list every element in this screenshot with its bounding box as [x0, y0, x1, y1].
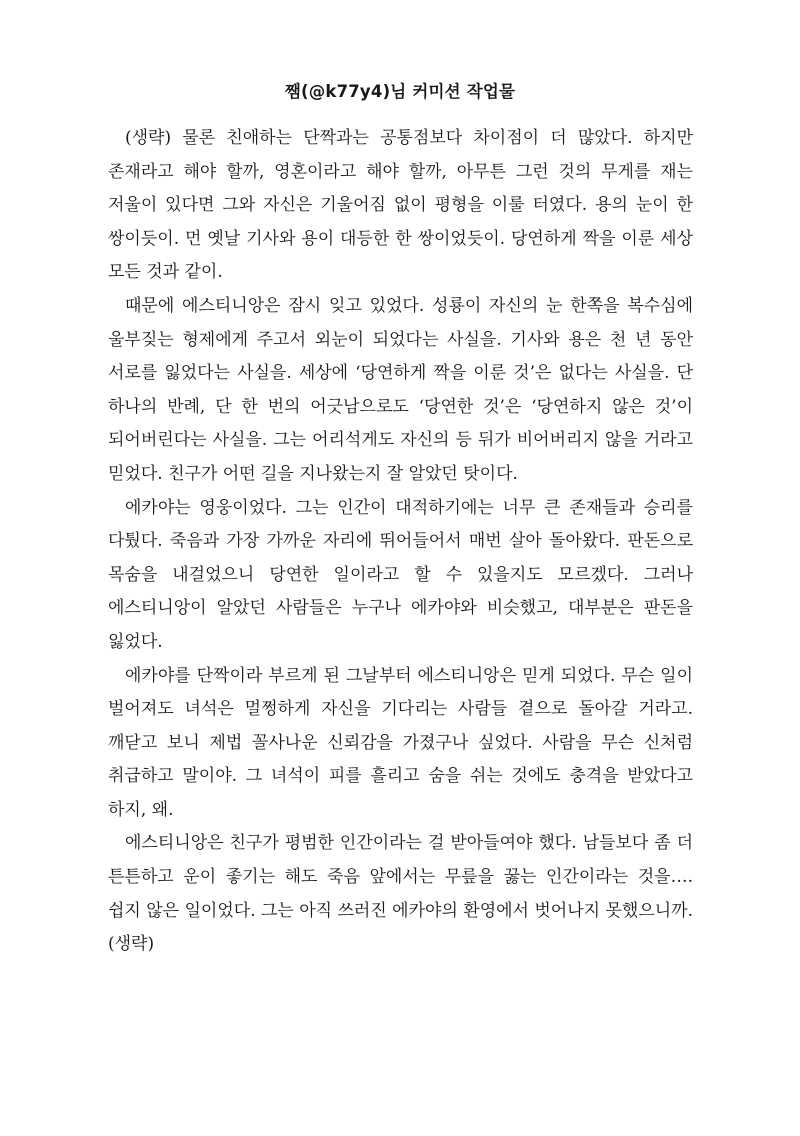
document-title: 쨈(@k77y4)님 커미션 작업물 [284, 82, 516, 101]
paragraph: 에카야를 단짝이라 부르게 된 그날부터 에스티니앙은 믿게 되었다. 무슨 일이 벌어져도 녀석은 멀쩡하게 자신을 기다리는 사람들 곁으로 돌아갈 거라고. 깨닫고 보니 제법 꼴사나운 신뢰감을 가졌구나 싶었다. 사람을 무슨 신처럼 취급하고 말이야. 그 녀석이 피를 흘리고 숨을 쉬는 것에도 충격을 받았다고 하지, 왜. [108, 665, 693, 820]
paragraph: (생략) 물론 친애하는 단짝과는 공통점보다 차이점이 더 많았다. 하지만 존재라고 해야 할까, 영혼이라고 해야 할까, 아무튼 그런 것의 무게를 재는 저울이 있다면 그와 자신은 기울어짐 없이 평형을 이룰 터였다. 용의 눈이 한 쌍이듯이. 먼 옛날 기사와 용이 대등한 한 쌍이었듯이. 당연하게 짝을 이룬 세상 모든 것과 같이. [108, 128, 693, 283]
paragraph: 에스티니앙은 친구가 평범한 인간이라는 걸 받아들여야 했다. 남들보다 좀 더 튼튼하고 운이 좋기는 해도 죽음 앞에서는 무릎을 꿇는 인간이라는 것을…. 쉽지 않은 일이었다. 그는 아직 쓰러진 에카야의 환영에서 벗어나지 못했으니까. (생략) [108, 833, 693, 955]
paragraph: 에카야는 영웅이었다. 그는 인간이 대적하기에는 너무 큰 존재들과 승리를 다퉜다. 죽음과 가장 가까운 자리에 뛰어들어서 매번 살아 돌아왔다. 판돈으로 목숨을 내걸었으니 당연한 일이라고 할 수 있을지도 모르겠다. 그러나 에스티니앙이 알았던 사람들은 누구나 에카야와 비슷했고, 대부분은 판돈을 잃었다. [108, 497, 693, 652]
paragraph: 때문에 에스티니앙은 잠시 잊고 있었다. 성룡이 자신의 눈 한쪽을 복수심에 울부짖는 형제에게 주고서 외눈이 되었다는 사실을. 기사와 용은 천 년 동안 서로를 잃었다는 사실을. 세상에 ‘당연하게 짝을 이룬 것’은 없다는 사실을. 단 하나의 반례, 단 한 번의 어긋남으로도 ‘당연한 것’은 ‘당연하지 않은 것’이 되어버린다는 사실을. 그는 어리석게도 자신의 등 뒤가 비어버리지 않을 거라고 믿었다. 친구가 어떤 길을 지나왔는지 잘 알았던 탓이다. [108, 295, 693, 484]
document-body [108, 122, 693, 962]
